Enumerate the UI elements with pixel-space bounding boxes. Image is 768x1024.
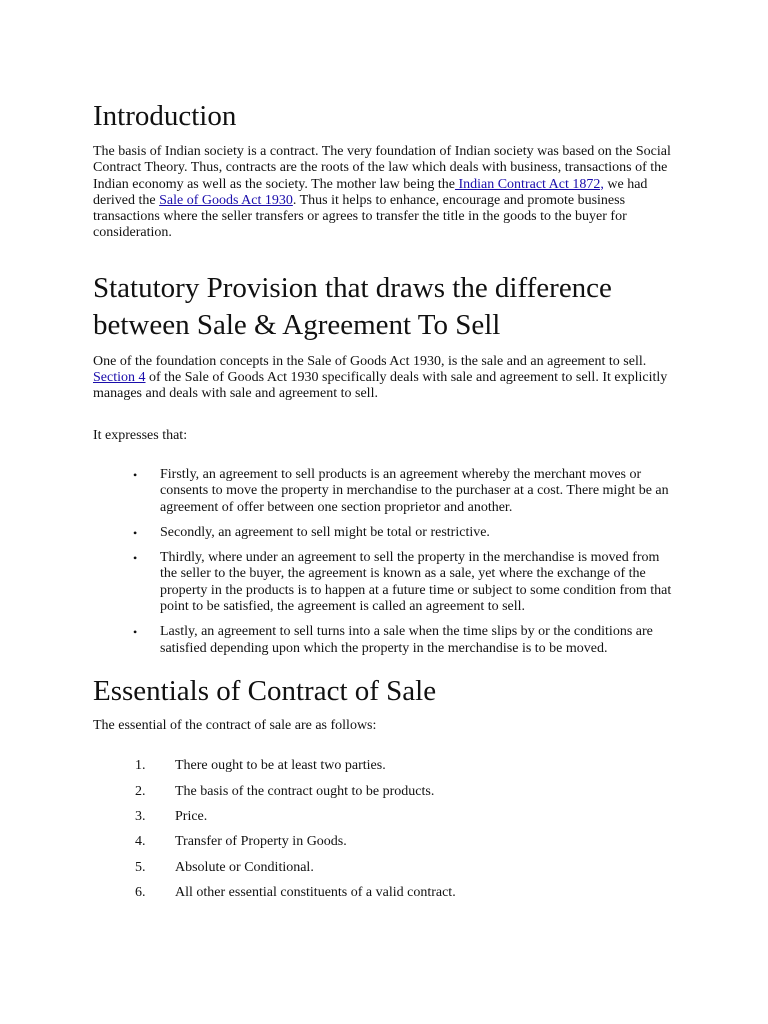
list-item-number: 2.	[135, 783, 146, 799]
introduction-text-3: . Thus it helps to enhance, encourage and promote business transactions where the seller transfers or agrees to transfer the title in the goods to the buyer for consideration.	[93, 192, 627, 241]
list-item	[93, 467, 678, 516]
list-item	[93, 885, 678, 901]
list-item	[93, 624, 678, 657]
statutory-paragraph	[93, 354, 678, 403]
introduction-paragraph	[93, 144, 678, 242]
essentials-intro: The essential of the contract of sale are as follows:	[93, 717, 377, 733]
statutory-text-2: of the Sale of Goods Act 1930 specifically deals with sale and agreement to sell. It explicitly manages and deals with sale and agreement to sell.	[93, 370, 668, 402]
bullet-icon: •	[133, 551, 138, 566]
statutory-text-1: One of the foundation concepts in the Sale of Goods Act 1930, is the sale and an agreement to sell.	[93, 353, 647, 369]
introduction-text-2: we had derived the	[93, 176, 648, 208]
list-item-text: Absolute or Conditional.	[175, 859, 314, 875]
list-item-text: There ought to be at least two parties.	[175, 758, 386, 774]
document-content	[93, 98, 678, 911]
list-item-text: Firstly, an agreement to sell products is an agreement whereby the merchant moves or consents to move the property in merchandise to the purchaser at a cost. There might be an agreement of offer between one section proprietor and another.	[160, 466, 669, 515]
list-item	[93, 784, 678, 800]
heading-statutory-provision: Statutory Provision that draws the difference between Sale & Agreement To Sell	[93, 271, 612, 341]
bullet-icon: •	[133, 467, 138, 482]
sale-of-goods-act-link[interactable]: Sale of Goods Act 1930	[159, 192, 293, 208]
list-item-number: 3.	[135, 809, 146, 825]
list-item	[93, 809, 678, 825]
heading-essentials: Essentials of Contract of Sale	[93, 674, 437, 707]
list-item-text: Secondly, an agreement to sell might be total or restrictive.	[160, 524, 490, 540]
essentials-numbered-list	[93, 758, 678, 901]
list-item-number: 4.	[135, 834, 146, 850]
list-item	[93, 860, 678, 876]
bullet-icon: •	[133, 625, 138, 640]
introduction-text-1: The basis of Indian society is a contract. The very foundation of Indian society was based on the Social Contract Theory. Thus, contracts are the roots of the law which deals with business, transactions of the Indian economy as well as the society. The mother law being the	[93, 144, 671, 192]
indian-contract-act-link[interactable]: Indian Contract Act 1872,	[454, 176, 604, 192]
list-item-number: 1.	[135, 758, 146, 774]
list-item	[93, 758, 678, 774]
list-item-text: The basis of the contract ought to be products.	[175, 783, 435, 799]
list-item-text: Lastly, an agreement to sell turns into a sale when the time slips by or the conditions are satisfied depending upon which the property in the merchandise is to be moved.	[160, 624, 653, 656]
list-item-text: All other essential constituents of a valid contract.	[175, 885, 456, 901]
list-item-text: Thirdly, where under an agreement to sell the property in the merchandise is moved from the seller to the buyer, the agreement is known as a sale, yet where the exchange of the property in the products is to happen at a future time or subject to some condition from that point to be satisfied, the agreement is called an agreement to sell.	[160, 550, 672, 615]
list-item-number: 6.	[135, 885, 146, 901]
provision-bullet-list	[93, 467, 678, 657]
list-item-text: Price.	[175, 809, 208, 825]
list-item-number: 5.	[135, 859, 146, 875]
expresses-intro: It expresses that:	[93, 427, 188, 443]
list-item	[93, 550, 678, 615]
list-item	[93, 525, 678, 541]
list-item-text: Transfer of Property in Goods.	[175, 834, 347, 850]
bullet-icon: •	[133, 525, 138, 540]
list-item	[93, 834, 678, 850]
heading-introduction: Introduction	[93, 100, 237, 132]
section-4-link[interactable]: Section 4	[93, 370, 146, 386]
